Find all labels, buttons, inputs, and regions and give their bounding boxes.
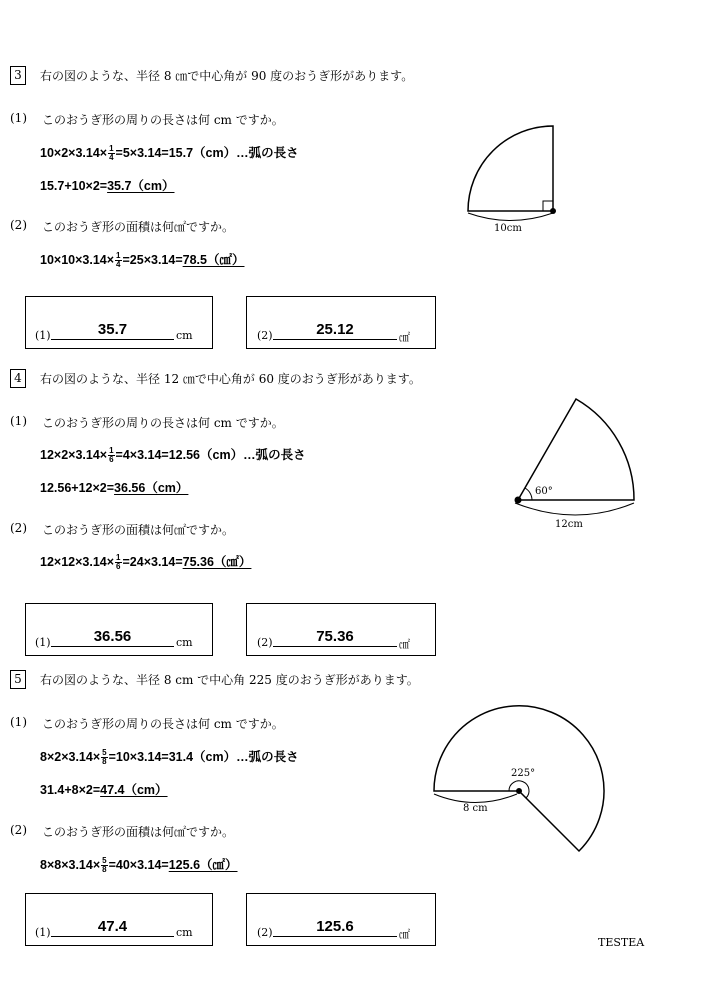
q3-part2-label: (2) (10, 218, 27, 232)
calc-text: =10×3.14=31.4（cm）…弧の長さ (108, 750, 299, 764)
fraction (115, 252, 121, 269)
length-brace (468, 213, 553, 221)
center-point (516, 788, 522, 794)
q5-angle-label: 225° (511, 768, 536, 779)
answer-label: (1) (35, 926, 51, 939)
question-5-text: 右の図のような、半径 8 cm で中心角 225 度のおうぎ形があります。 (40, 673, 419, 687)
q5-part2-question: このおうぎ形の面積は何㎠ですか。 (42, 825, 235, 839)
fraction-numerator: 1 (109, 446, 114, 456)
q3-length-label: 10cm (494, 223, 522, 234)
fraction-denominator: 4 (116, 260, 121, 270)
calc-text: 12×2×3.14× (40, 448, 108, 462)
q5-part1-question: このおうぎ形の周りの長さは何 cm ですか。 (42, 717, 284, 731)
calc-text: 12×12×3.14× (40, 555, 115, 569)
fraction-numerator: 1 (116, 251, 121, 261)
answer-unit: cm (176, 926, 193, 939)
fraction-denominator: 4 (109, 153, 114, 163)
q5-length-label: 8 cm (463, 803, 488, 814)
q5-sector-figure (425, 697, 615, 862)
q4-answer-box-2 (246, 603, 436, 656)
q4-length-label: 12cm (555, 519, 583, 530)
sector-90-shape (468, 126, 553, 211)
calc-text: =40×3.14= (108, 858, 169, 872)
fraction-denominator: 8 (102, 865, 107, 875)
calc-result: 35.7（cm） (107, 179, 175, 193)
q4-part2-calc-line1 (40, 552, 263, 571)
calc-result: 78.5（㎠） (182, 253, 245, 267)
answer-value: 47.4 (51, 920, 174, 937)
answer-unit: cm (176, 329, 193, 342)
fraction (101, 857, 107, 874)
q4-angle-label: 60° (535, 486, 553, 497)
q4-part2-question: このおうぎ形の面積は何㎠ですか。 (42, 523, 235, 537)
fraction-denominator: 6 (116, 562, 121, 572)
question-3-number: 3 (10, 66, 26, 85)
q3-part1-question: このおうぎ形の周りの長さは何 cm ですか。 (42, 113, 284, 127)
q3-part2-calc-line1 (40, 250, 256, 269)
q3-part1-calc-line2 (40, 176, 187, 194)
answer-value: 75.36 (273, 630, 397, 647)
center-point (515, 497, 522, 504)
calc-text: 10×2×3.14× (40, 146, 108, 160)
calc-text: =5×3.14=15.7（cm）…弧の長さ (115, 146, 299, 160)
fraction-denominator: 6 (109, 455, 114, 465)
length-brace (515, 503, 634, 515)
angle-arc (525, 488, 532, 500)
q5-part1-label: (1) (10, 715, 27, 729)
q4-answer-box-1 (25, 603, 213, 656)
question-4-number: 4 (10, 369, 26, 388)
q3-answer-box-1 (25, 296, 213, 349)
q5-part1-calc-line2 (40, 780, 180, 798)
calc-text: 8×8×3.14× (40, 858, 101, 872)
calc-text: =25×3.14= (122, 253, 183, 267)
answer-unit: ㎠ (399, 928, 410, 941)
answer-label: (2) (257, 926, 273, 939)
answer-value: 36.56 (51, 630, 174, 647)
answer-label: (1) (35, 636, 51, 649)
fraction-numerator: 1 (109, 144, 114, 154)
q4-part1-label: (1) (10, 414, 27, 428)
q5-part2-calc-line1 (40, 855, 250, 874)
answer-value: 35.7 (51, 323, 174, 340)
answer-label: (2) (257, 636, 273, 649)
q4-sector-figure (505, 390, 645, 535)
sector-60-shape (518, 399, 634, 500)
q4-part1-question: このおうぎ形の周りの長さは何 cm ですか。 (42, 416, 284, 430)
calc-text: 31.4+8×2= (40, 783, 101, 797)
fraction (115, 554, 121, 571)
q3-answer-box-2 (246, 296, 436, 349)
calc-text: 12.56+12×2= (40, 481, 115, 495)
fraction (108, 447, 114, 464)
q3-part2-question: このおうぎ形の面積は何㎠ですか。 (42, 220, 235, 234)
answer-label: (1) (35, 329, 51, 342)
footer-brand: TESTEA (598, 936, 645, 949)
fraction-numerator: 5 (102, 856, 107, 866)
calc-result: 36.56（cm） (114, 481, 189, 495)
calc-result: 125.6（㎠） (168, 858, 238, 872)
q4-part2-label: (2) (10, 521, 27, 535)
answer-unit: cm (176, 636, 193, 649)
q3-part1-label: (1) (10, 111, 27, 125)
calc-result: 47.4（cm） (100, 783, 168, 797)
question-4-text: 右の図のような、半径 12 ㎝で中心角が 60 度のおうぎ形があります。 (40, 372, 421, 386)
q4-part1-calc-line2 (40, 478, 200, 496)
fraction-numerator: 5 (102, 748, 107, 758)
answer-label: (2) (257, 329, 273, 342)
calc-text: 15.7+10×2= (40, 179, 108, 193)
q5-part2-label: (2) (10, 823, 27, 837)
fraction-numerator: 1 (116, 553, 121, 563)
length-brace (434, 794, 517, 803)
fraction (108, 145, 114, 162)
q3-sector-figure (460, 120, 570, 240)
q3-part1-calc-line1 (40, 143, 299, 162)
calc-text: 8×2×3.14× (40, 750, 101, 764)
question-3-text: 右の図のような、半径 8 ㎝で中心角が 90 度のおうぎ形があります。 (40, 69, 414, 83)
calc-result: 75.36（㎠） (182, 555, 252, 569)
q4-part1-calc-line1 (40, 445, 306, 464)
calc-text: 10×10×3.14× (40, 253, 115, 267)
answer-value: 25.12 (273, 323, 397, 340)
q5-answer-box-1 (25, 893, 213, 946)
calc-text: =4×3.14=12.56（cm）…弧の長さ (115, 448, 306, 462)
calc-text: =24×3.14= (122, 555, 183, 569)
q5-answer-box-2 (246, 893, 436, 946)
answer-value: 125.6 (273, 920, 397, 937)
question-5-number: 5 (10, 670, 26, 689)
answer-unit: ㎠ (399, 331, 410, 344)
q5-part1-calc-line1 (40, 747, 299, 766)
answer-unit: ㎠ (399, 638, 410, 651)
fraction-denominator: 8 (102, 757, 107, 767)
fraction (101, 749, 107, 766)
